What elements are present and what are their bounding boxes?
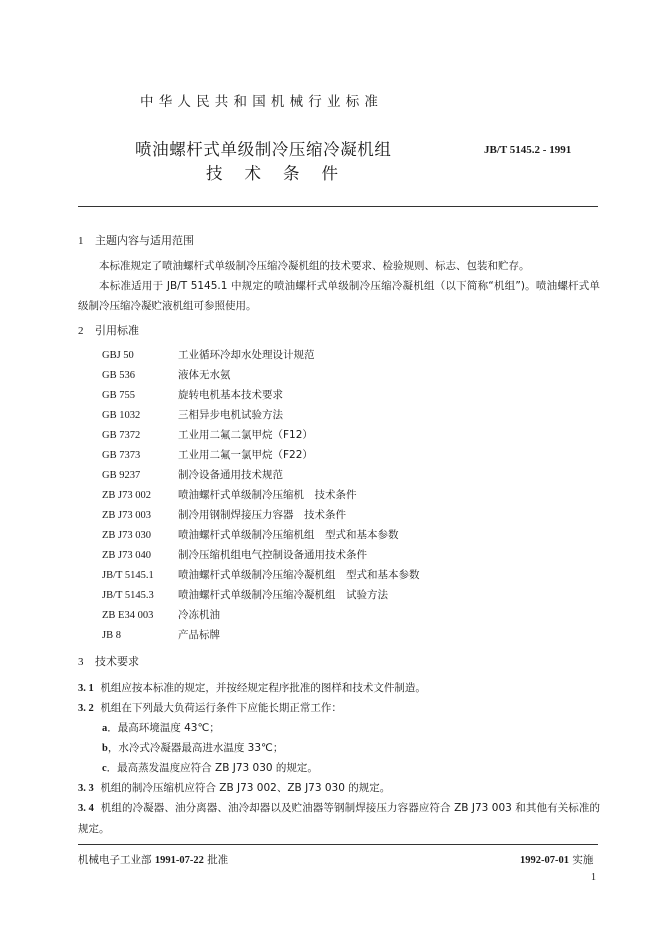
- reference-title: 冷冻机油: [178, 609, 220, 621]
- reference-code: GB 7372: [102, 430, 141, 441]
- standard-number: JB/T 5145.2 - 1991: [484, 144, 572, 156]
- reference-title: 喷油螺杆式单级制冷压缩机组 型式和基本参数: [178, 529, 399, 541]
- reference-code: GB 7373: [102, 450, 141, 461]
- reference-title: 喷油螺杆式单级制冷压缩冷凝机组 型式和基本参数: [178, 569, 420, 581]
- section-2-heading: [78, 322, 139, 338]
- reference-code: JB/T 5145.1: [102, 570, 154, 581]
- reference-title: 喷油螺杆式单级制冷压缩机 技术条件: [178, 489, 357, 501]
- condition-item-b-label: b: [102, 743, 108, 754]
- clause-3-4: [78, 798, 600, 839]
- section-1-title: 主题内容与适用范围: [95, 234, 194, 247]
- effective-date: 1992-07-01: [520, 855, 569, 866]
- reference-title: 三相异步电机试验方法: [178, 409, 283, 421]
- condition-item-b-text: ，水冷式冷凝器最高进水温度 33℃；: [107, 742, 284, 754]
- reference-item: [102, 465, 420, 485]
- section-1-number: 1: [78, 235, 84, 247]
- section-3-heading: [78, 653, 139, 669]
- reference-title: 制冷压缩机组电气控制设备通用技术条件: [178, 549, 367, 561]
- clause-3-3-number: 3. 3: [78, 783, 94, 794]
- reference-title: 旋转电机基本技术要求: [178, 389, 283, 401]
- reference-title: 工业用二氟一氯甲烷（F22）: [178, 449, 313, 461]
- condition-item-a-text: ．最高环境温度 43℃；: [107, 722, 220, 734]
- header-divider: [78, 206, 598, 207]
- section-1-heading: [78, 232, 194, 248]
- clause-3-2: [78, 698, 600, 719]
- clause-3-4-text: 机组的冷凝器、油分离器、油冷却器以及贮油器等钢制焊接压力容器应符合 ZB J73 003 和其他有关标准的规定。: [78, 802, 600, 835]
- condition-item-a: [102, 718, 220, 739]
- section-1-para-1: [78, 256, 600, 276]
- condition-item-c-label: c: [102, 763, 107, 774]
- section-1-para-2: [78, 276, 600, 316]
- section-1-para-1-text: 本标准规定了喷油螺杆式单级制冷压缩冷凝机组的技术要求、检验规则、标志、包装和贮存。: [99, 260, 530, 272]
- reference-title: 产品标牌: [178, 629, 220, 641]
- clause-3-1: [78, 678, 600, 699]
- referenced-standards-list: [102, 345, 420, 645]
- reference-item: [102, 405, 420, 425]
- section-3-number: 3: [78, 656, 84, 668]
- reference-item: [102, 385, 420, 405]
- clause-3-1-number: 3. 1: [78, 683, 94, 694]
- reference-item: [102, 365, 420, 385]
- reference-title: 工业循环冷却水处理设计规范: [178, 349, 315, 361]
- clause-3-1-text: 机组应按本标准的规定，并按经规定程序批准的图样和技术文件制造。: [100, 682, 426, 694]
- reference-code: GBJ 50: [102, 350, 134, 361]
- document-title-line1: 喷油螺杆式单级制冷压缩冷凝机组: [135, 140, 392, 159]
- condition-item-b: [102, 738, 283, 759]
- reference-title: 工业用二氟二氯甲烷（F12）: [178, 429, 313, 441]
- reference-item: [102, 505, 420, 525]
- reference-item: [102, 485, 420, 505]
- industry-standard-heading: 中华人民共和国机械行业标准: [140, 94, 384, 110]
- section-3-title: 技术要求: [95, 655, 139, 668]
- reference-item: [102, 625, 420, 645]
- approving-authority: 机械电子工业部: [78, 854, 152, 866]
- reference-code: JB/T 5145.3: [102, 590, 154, 601]
- reference-code: GB 1032: [102, 410, 141, 421]
- reference-item: [102, 565, 420, 585]
- clause-3-2-text: 机组在下列最大负荷运行条件下应能长期正常工作：: [100, 702, 342, 714]
- reference-item: [102, 525, 420, 545]
- effective-word: 实施: [572, 854, 594, 866]
- reference-code: ZB J73 002: [102, 490, 152, 501]
- section-2-title: 引用标准: [95, 324, 139, 337]
- reference-code: ZB J73 003: [102, 510, 152, 521]
- clause-3-4-number: 3. 4: [78, 803, 94, 814]
- reference-item: [102, 445, 420, 465]
- reference-code: GB 9237: [102, 470, 141, 481]
- reference-code: ZB J73 040: [102, 550, 152, 561]
- document-title-line2: 技术条件: [206, 164, 360, 183]
- clause-3-3: [78, 778, 600, 799]
- reference-code: JB 8: [102, 630, 121, 641]
- approval-word: 批准: [207, 854, 229, 866]
- footer-divider: [78, 844, 598, 845]
- condition-item-c: [102, 758, 318, 779]
- reference-code: GB 536: [102, 370, 135, 381]
- reference-item: [102, 605, 420, 625]
- approval-line: [78, 852, 228, 867]
- reference-item: [102, 345, 420, 365]
- reference-item: [102, 585, 420, 605]
- reference-title: 喷油螺杆式单级制冷压缩冷凝机组 试验方法: [178, 589, 388, 601]
- condition-item-a-label: a: [102, 723, 108, 734]
- approval-date: 1991-07-22: [154, 855, 204, 866]
- condition-item-c-text: ．最高蒸发温度应符合 ZB J73 030 的规定。: [106, 762, 318, 774]
- reference-code: GB 755: [102, 390, 135, 401]
- section-2-number: 2: [78, 325, 84, 337]
- clause-3-3-text: 机组的制冷压缩机应符合 ZB J73 002、ZB J73 030 的规定。: [100, 782, 391, 794]
- reference-title: 液体无水氨: [178, 369, 231, 381]
- clause-3-2-number: 3. 2: [78, 703, 94, 714]
- page-number: 1: [591, 872, 596, 883]
- section-1-para-2-text: 本标准适用于 JB/T 5145.1 中规定的喷油螺杆式单级制冷压缩冷凝机组（以下简称“机组”)。喷油螺杆式单级制冷压缩冷凝贮液机组可参照使用。: [78, 280, 600, 312]
- reference-title: 制冷设备通用技术规范: [178, 469, 283, 481]
- reference-item: [102, 545, 420, 565]
- reference-code: ZB E34 003: [102, 610, 154, 621]
- reference-code: ZB J73 030: [102, 530, 152, 541]
- effective-line: [520, 852, 593, 867]
- reference-title: 制冷用钢制焊接压力容器 技术条件: [178, 509, 346, 521]
- reference-item: [102, 425, 420, 445]
